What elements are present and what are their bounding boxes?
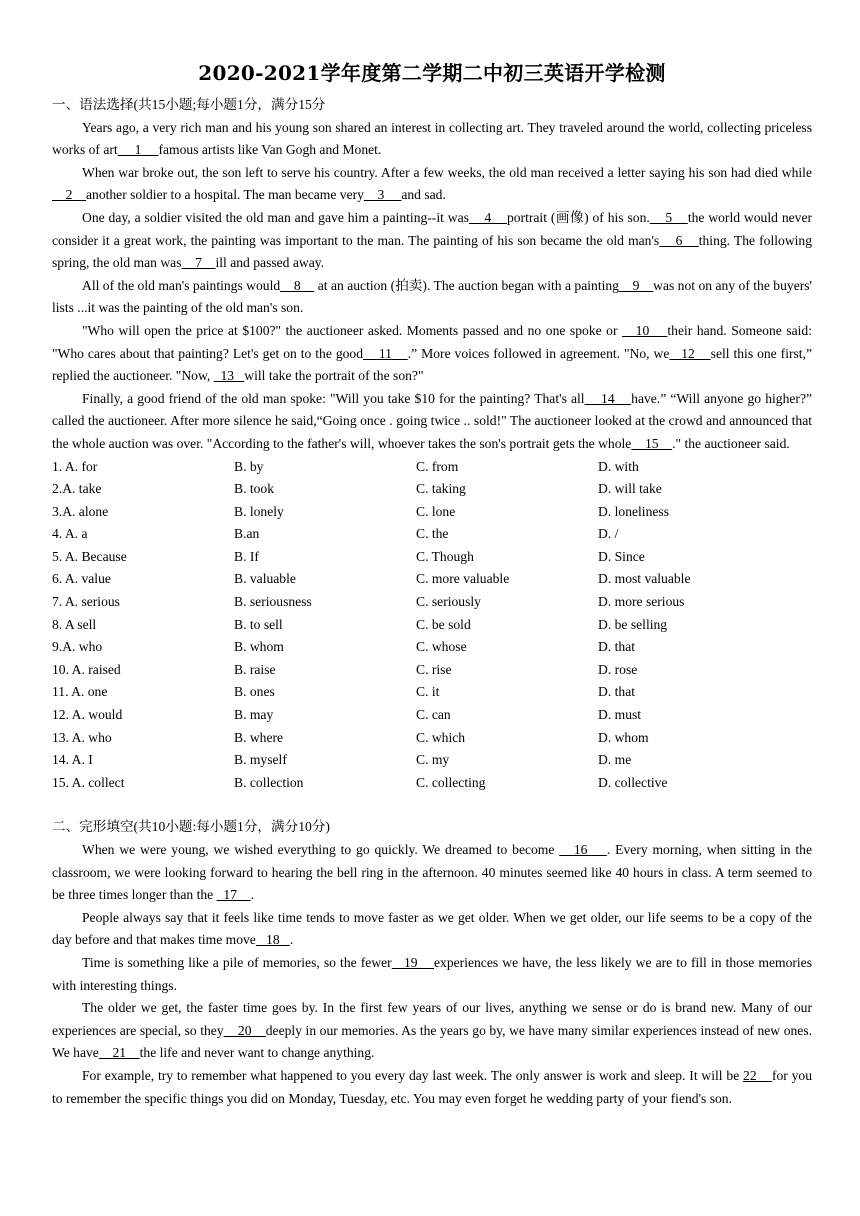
section-1-heading: 一、语法选择(共15小题;每小题1分，满分15分 xyxy=(52,97,326,112)
option-choice: 11. A. one xyxy=(52,684,108,700)
answer-blank: 20 xyxy=(223,1022,266,1038)
option-choice: B. raise xyxy=(234,661,276,677)
option-row xyxy=(52,681,812,704)
option-row xyxy=(52,772,812,795)
answer-blank: 6 xyxy=(659,232,699,248)
option-choice: 6. A. value xyxy=(52,571,111,587)
option-choice: B. If xyxy=(234,548,259,564)
passage-text: ill and passed away. xyxy=(215,255,325,271)
passage-paragraph xyxy=(52,907,812,952)
passage-paragraph xyxy=(52,207,812,275)
option-row xyxy=(52,501,812,524)
option-choice: D. that xyxy=(598,684,635,700)
answer-blank: 16 xyxy=(559,842,607,857)
option-choice: C. which xyxy=(416,729,466,745)
passage-text: One day, a soldier visited the old man and gave him a painting--it was xyxy=(82,209,469,225)
option-choice: 15. A. collect xyxy=(52,774,125,790)
option-choice: B. took xyxy=(234,481,275,497)
option-choice: D. more serious xyxy=(598,594,685,610)
option-choice: C. collecting xyxy=(416,774,486,790)
passage-text: ." the auctioneer said. xyxy=(672,435,790,451)
option-choice: 5. A. Because xyxy=(52,548,127,564)
option-choice: 12. A. would xyxy=(52,707,123,723)
passage-text: sell this one first,” replied the auctioneer. "Now, xyxy=(52,345,812,384)
answer-blank: 8 xyxy=(280,277,315,293)
option-choice: 13. A. who xyxy=(52,729,112,745)
option-choice: C. be sold xyxy=(416,616,471,632)
option-choice: C. taking xyxy=(416,481,466,497)
passage-text: When we were young, we wished everything to go quickly. We dreamed to become xyxy=(82,842,560,857)
answer-blank: 4 xyxy=(468,209,507,225)
option-choice: B. by xyxy=(234,458,264,474)
answer-blank: 11 xyxy=(363,345,408,361)
answer-blank: 18 xyxy=(255,932,290,948)
answer-blank: 9 xyxy=(618,277,654,293)
option-choice: D. rose xyxy=(598,661,638,677)
option-row xyxy=(52,546,812,569)
option-choice: B. to sell xyxy=(234,616,283,632)
passage-text: When war broke out, the son left to serve his country. After a few weeks, the old man received a letter saying his son had died while xyxy=(82,164,812,180)
page-title: 2020-2021学年度第二学期二中初三英语开学检测 xyxy=(198,61,666,85)
option-choice: 7. A. serious xyxy=(52,594,120,610)
section-2-heading: 二、完形填空(共10小题:每小题1分，满分10分) xyxy=(52,819,330,835)
answer-blank: 5 xyxy=(649,209,688,225)
passage-text: The older we get, the faster time goes by. In the first few years of our lives, anything we sense or do is brand new. Many of our experiences are special, so they xyxy=(52,1000,812,1038)
passage-text: have.” “Will anyone go higher?” called the auctioneer. After more silence he said,“Going once . going twice .. sold!" The auctioneer looked at the crowd and announced that the whole auction was over. "According to the father's will, whoever takes the son's portrait gets the whole xyxy=(52,390,813,451)
passage-text: Finally, a good friend of the old man spoke: "Will you take $10 for the painting? That's all xyxy=(82,390,585,406)
option-choice: B. whom xyxy=(234,639,284,655)
answer-blank: 2 xyxy=(52,187,86,203)
passage-paragraph xyxy=(52,162,812,207)
passage-text: for you to remember the specific things you did on Monday, Tuesday, etc. You may even forget he wedding party of your fiend's son. xyxy=(52,1067,813,1106)
passage-text: deeply in our memories. As the years go by, we have many similar experiences instead of new ones. We have xyxy=(52,1022,813,1061)
answer-blank: 15 xyxy=(631,435,673,451)
passage-text: . Every morning, when sitting in the classroom, we were looking forward to hearing the bell ring in the afternoon. 40 minutes seemed like 40 hours in class. A term seemed to be three times longer than the xyxy=(52,842,813,903)
option-choice: B.an xyxy=(234,526,260,542)
passage-text: will take the portrait of the son?" xyxy=(244,368,424,384)
passage-text: their hand. Someone said: "Who cares about that painting? Let's get on to the good xyxy=(52,322,812,361)
passage-paragraph xyxy=(52,388,812,456)
answer-blank: 10 xyxy=(622,322,668,338)
option-choice: C. seriously xyxy=(416,594,481,610)
option-choice: 10. A. raised xyxy=(52,661,121,677)
option-choice: D. most valuable xyxy=(598,571,691,587)
passage-paragraph xyxy=(52,1065,812,1110)
passage-paragraph xyxy=(52,997,812,1065)
option-choice: D. will take xyxy=(598,481,662,497)
option-choice: C. lone xyxy=(416,503,456,519)
passage-paragraph xyxy=(52,952,812,997)
answer-blank: 13 xyxy=(213,368,245,384)
option-row xyxy=(52,614,812,637)
option-choice: D. be selling xyxy=(598,616,668,632)
grammar-section xyxy=(52,94,812,794)
option-choice: D. with xyxy=(598,458,639,474)
option-choice: B. seriousness xyxy=(234,594,312,610)
answer-blank: 1 xyxy=(117,142,159,158)
option-choice: D. whom xyxy=(598,729,649,745)
answer-blank: 7 xyxy=(181,255,216,271)
option-choice: C. Though xyxy=(416,548,474,564)
option-choice: B. myself xyxy=(234,752,287,768)
passage-text: famous artists like Van Gogh and Monet. xyxy=(158,142,382,158)
passage-text: "Who will open the price at $100?" the auctioneer asked. Moments passed and no one spoke or xyxy=(82,322,623,338)
option-row xyxy=(52,727,812,750)
option-choice: C. whose xyxy=(416,639,467,655)
option-row xyxy=(52,749,812,772)
passage-text: People always say that it feels like time tends to move faster as we get older. When we get older, our life seems to be a copy of the day before and that makes time move xyxy=(52,909,812,948)
passage-text: Years ago, a very rich man and his young son shared an interest in collecting art. They traveled around the world, collecting priceless works of art xyxy=(52,119,812,158)
passage-text: All of the old man's paintings would xyxy=(82,277,281,293)
passage-text: .” More voices followed in agreement. "No, we xyxy=(407,345,670,361)
option-choice: D. that xyxy=(598,639,635,655)
answer-blank: 19 xyxy=(391,954,435,970)
passage-text: another soldier to a hospital. The man became very xyxy=(85,187,364,203)
option-choice: D. collective xyxy=(598,774,668,790)
option-choice: B. may xyxy=(234,707,274,723)
option-choice: C. the xyxy=(416,526,449,542)
grammar-passage xyxy=(52,117,812,456)
exam-page xyxy=(52,58,812,1110)
answer-blank: 12 xyxy=(669,345,711,361)
option-choice: 1. A. for xyxy=(52,458,98,474)
option-choice: 2.A. take xyxy=(52,481,102,497)
option-row xyxy=(52,456,812,479)
option-choice: D. me xyxy=(598,752,632,768)
passage-text: was not on any of the buyers' lists ...it was the painting of the old man's son. xyxy=(52,277,812,316)
option-choice: 9.A. who xyxy=(52,639,103,655)
option-choice: C. it xyxy=(416,684,440,700)
option-row xyxy=(52,636,812,659)
passage-text: the world would never consider it a great work, the painting was important to the man. The painting of his son became the old man's xyxy=(52,209,813,248)
passage-text: Time is something like a pile of memories, so the fewer xyxy=(82,954,392,970)
option-row xyxy=(52,478,812,501)
option-choice: B. valuable xyxy=(234,571,296,587)
option-choice: B. where xyxy=(234,729,284,745)
option-row xyxy=(52,659,812,682)
passage-text: . xyxy=(289,932,294,948)
option-choice: 4. A. a xyxy=(52,526,88,542)
answer-blank: 3 xyxy=(363,187,402,203)
answer-blank: 14 xyxy=(584,390,632,406)
passage-text: portrait (画像) of his son. xyxy=(506,209,650,225)
passage-text: . xyxy=(250,887,254,903)
option-choice: D. must xyxy=(598,707,642,723)
passage-text: at an auction (拍卖). The auction began with a painting xyxy=(314,277,619,293)
passage-text: the life and never want to change anything. xyxy=(139,1045,375,1061)
option-choice: 8. A sell xyxy=(52,616,97,632)
option-choice: C. my xyxy=(416,752,450,768)
answer-blank: 22 xyxy=(743,1067,772,1083)
answer-blank: 17 xyxy=(216,887,251,903)
option-choice: B. lonely xyxy=(234,503,284,519)
cloze-passage xyxy=(52,839,812,1110)
option-choice: 3.A. alone xyxy=(52,503,109,519)
answer-blank: 21 xyxy=(98,1045,140,1061)
passage-text: and sad. xyxy=(401,187,446,203)
passage-text: For example, try to remember what happened to you every day last week. The only answer is work and sleep. It will be xyxy=(82,1067,744,1083)
option-choice: B. collection xyxy=(234,774,304,790)
passage-paragraph xyxy=(52,275,812,320)
option-choice: C. from xyxy=(416,458,459,474)
option-row xyxy=(52,704,812,727)
option-choice: D. / xyxy=(598,526,619,542)
option-row xyxy=(52,523,812,546)
passage-text: experiences we have, the less likely we are to fill in those memories with interesting things. xyxy=(52,954,812,993)
option-row xyxy=(52,568,812,591)
option-row xyxy=(52,591,812,614)
option-choice: 14. A. I xyxy=(52,752,93,768)
option-choice: C. more valuable xyxy=(416,571,510,587)
option-choice: B. ones xyxy=(234,684,275,700)
passage-paragraph xyxy=(52,320,812,388)
cloze-section xyxy=(52,816,812,1110)
option-choice: C. rise xyxy=(416,661,452,677)
grammar-options xyxy=(52,456,812,795)
passage-paragraph xyxy=(52,839,812,907)
option-choice: D. loneliness xyxy=(598,503,669,519)
passage-text: thing. The following spring, the old man was xyxy=(52,232,813,271)
option-choice: D. Since xyxy=(598,548,645,564)
option-choice: C. can xyxy=(416,707,451,723)
passage-paragraph xyxy=(52,117,812,162)
